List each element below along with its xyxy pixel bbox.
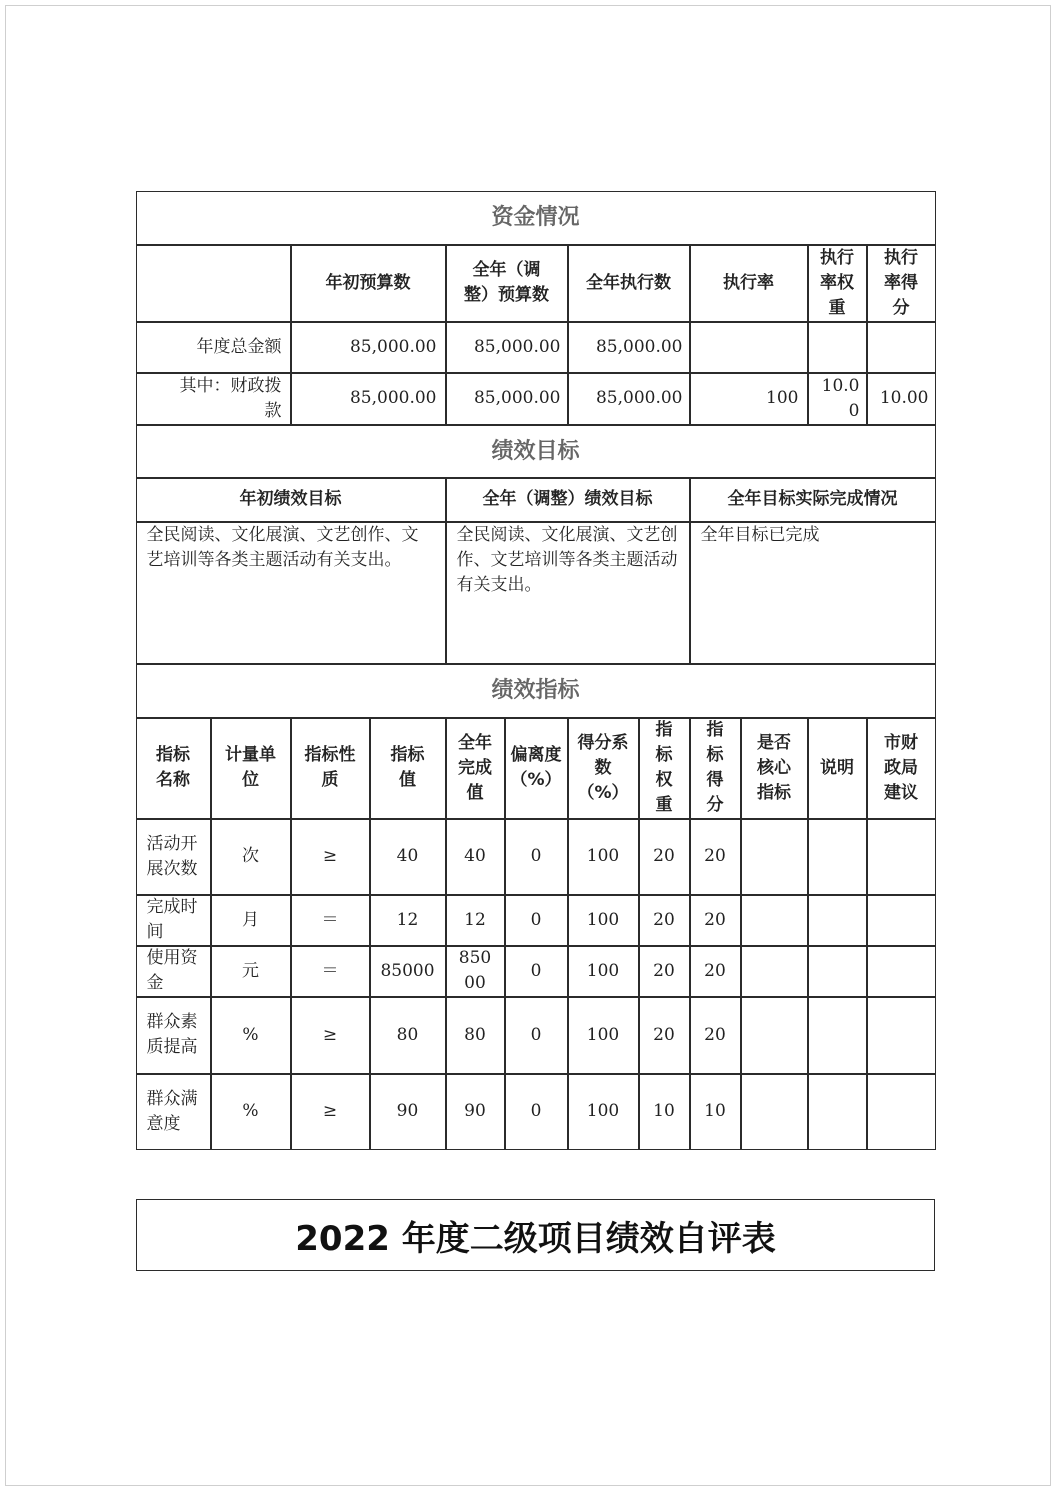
ind-row-score: 10 [690,1074,741,1150]
funds-header-initial: 年初预算数 [291,245,446,322]
ind-row-note [808,819,867,895]
ind-header-note: 说明 [808,718,867,819]
document-title: 2022 年度二级项目绩效自评表 [136,1199,935,1271]
funds-header-blank [136,245,291,322]
funds-row-score: 10.00 [867,373,936,425]
ind-row-core [741,946,808,997]
ind-row-done: 40 [446,819,505,895]
funds-row-rate [690,322,808,373]
ind-row-core [741,1074,808,1150]
ind-row-weight: 20 [639,997,690,1074]
ind-row-coefficient: 100 [568,895,639,946]
section-title-funds: 资金情况 [136,191,936,245]
section-title-targets: 绩效目标 [136,425,936,478]
ind-row-name: 活动开展次数 [136,819,211,895]
targets-header-adjusted: 全年（调整）绩效目标 [446,478,690,522]
ind-row-score: 20 [690,819,741,895]
funds-header-executed: 全年执行数 [568,245,690,322]
targets-adjusted-text: 全民阅读、文化展演、文艺创作、文艺培训等各类主题活动有关支出。 [446,522,690,664]
ind-row-unit: 次 [211,819,291,895]
ind-row-nature: ＝ [291,895,370,946]
ind-row-deviation: 0 [505,819,568,895]
ind-header-unit: 计量单位 [211,718,291,819]
ind-row-core [741,819,808,895]
ind-row-value: 85000 [370,946,446,997]
funds-header-score: 执行率得分 [867,245,936,322]
ind-row-weight: 20 [639,946,690,997]
ind-header-deviation: 偏离度（%） [505,718,568,819]
ind-row-advice [867,1074,936,1150]
ind-row-unit: 月 [211,895,291,946]
ind-row-coefficient: 100 [568,819,639,895]
ind-row-unit: 元 [211,946,291,997]
funds-row-rate: 100 [690,373,808,425]
funds-row-score [867,322,936,373]
section-title-indicators: 绩效指标 [136,664,936,718]
funds-row-weight: 10.00 [808,373,867,425]
ind-row-deviation: 0 [505,997,568,1074]
ind-row-done: 85000 [446,946,505,997]
ind-row-advice [867,946,936,997]
funds-row-initial: 85,000.00 [291,373,446,425]
ind-row-name: 群众满意度 [136,1074,211,1150]
funds-row-label: 年度总金额 [136,322,291,373]
ind-row-core [741,997,808,1074]
ind-row-unit: % [211,997,291,1074]
ind-row-nature: ≥ [291,1074,370,1150]
ind-row-nature: ＝ [291,946,370,997]
ind-row-score: 20 [690,997,741,1074]
ind-header-value: 指标值 [370,718,446,819]
ind-row-deviation: 0 [505,946,568,997]
ind-row-score: 20 [690,895,741,946]
ind-header-score: 指标得分 [690,718,741,819]
ind-header-weight: 指标权重 [639,718,690,819]
ind-row-advice [867,895,936,946]
ind-row-done: 90 [446,1074,505,1150]
ind-row-done: 80 [446,997,505,1074]
ind-row-core [741,895,808,946]
ind-header-done: 全年完成值 [446,718,505,819]
targets-header-actual: 全年目标实际完成情况 [690,478,936,522]
evaluation-table [136,191,936,1151]
ind-row-weight: 10 [639,1074,690,1150]
ind-row-weight: 20 [639,895,690,946]
ind-row-note [808,1074,867,1150]
funds-row-label: 其中：财政拨款 [136,373,291,425]
ind-row-advice [867,819,936,895]
ind-row-deviation: 0 [505,895,568,946]
ind-header-core: 是否核心指标 [741,718,808,819]
ind-row-deviation: 0 [505,1074,568,1150]
ind-row-value: 80 [370,997,446,1074]
ind-header-advice: 市财政局建议 [867,718,936,819]
ind-row-value: 40 [370,819,446,895]
targets-initial-text: 全民阅读、文化展演、文艺创作、文艺培训等各类主题活动有关支出。 [136,522,446,664]
ind-row-coefficient: 100 [568,997,639,1074]
ind-row-done: 12 [446,895,505,946]
ind-row-score: 20 [690,946,741,997]
ind-row-name: 完成时间 [136,895,211,946]
ind-row-note [808,997,867,1074]
ind-row-weight: 20 [639,819,690,895]
funds-row-executed: 85,000.00 [568,322,690,373]
ind-row-name: 使用资金 [136,946,211,997]
ind-row-advice [867,997,936,1074]
ind-row-unit: % [211,1074,291,1150]
ind-row-note [808,895,867,946]
ind-row-coefficient: 100 [568,1074,639,1150]
ind-row-name: 群众素质提高 [136,997,211,1074]
funds-row-weight [808,322,867,373]
funds-header-weight: 执行率权重 [808,245,867,322]
ind-row-value: 90 [370,1074,446,1150]
funds-header-rate: 执行率 [690,245,808,322]
targets-actual-text: 全年目标已完成 [690,522,936,664]
ind-row-value: 12 [370,895,446,946]
funds-row-executed: 85,000.00 [568,373,690,425]
funds-header-adjusted: 全年（调整）预算数 [446,245,568,322]
funds-row-adjusted: 85,000.00 [446,373,568,425]
ind-header-nature: 指标性质 [291,718,370,819]
targets-header-initial: 年初绩效目标 [136,478,446,522]
funds-row-adjusted: 85,000.00 [446,322,568,373]
ind-row-nature: ≥ [291,819,370,895]
ind-header-name: 指标名称 [136,718,211,819]
ind-header-coefficient: 得分系数（%） [568,718,639,819]
ind-row-coefficient: 100 [568,946,639,997]
funds-row-initial: 85,000.00 [291,322,446,373]
ind-row-note [808,946,867,997]
ind-row-nature: ≥ [291,997,370,1074]
